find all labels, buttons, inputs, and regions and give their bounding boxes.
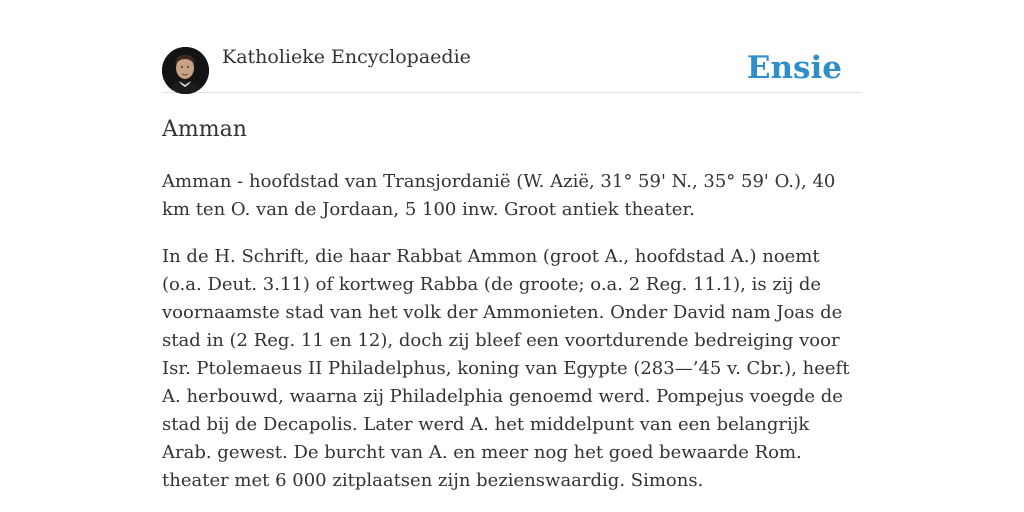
brand-logo[interactable]: Ensie [746, 50, 842, 86]
portrait-icon [162, 47, 209, 94]
header [162, 0, 862, 93]
page-container [162, 0, 862, 491]
site-title[interactable]: Katholieke Encyclopaedie [222, 46, 471, 68]
article-paragraph-1: Amman - hoofdstad van Transjordanië (W. Azië, 31° 59' N., 35° 59' O.), 40 km ten O. van de Jordaan, 5 100 inw. Groot antiek theater. [162, 171, 836, 220]
portrait-avatar[interactable] [162, 47, 209, 94]
article-paragraph-2: In de H. Schrift, die haar Rabbat Ammon (groot A., hoofdstad A.) noemt (o.a. Deut. 3.11) of kortweg Rabba (de groote; o.a. 2 Reg. 11.1), is zij de voornaamste stad van het volk der Ammonieten. Onder David nam Joas de stad in (2 Reg. 11 en 12), doch zij bleef een voortdurende bedreiging voor Isr. Ptolemaeus II Philadelphus, koning van Egypte (283—’45 v. Cbr.), heeft A. herbouwd, waarna zij Philadelphia genoemd werd. Pompejus voegde de stad bij de Decapolis. Later werd A. het middelpunt van een belangrijk Arab. gewest. De burcht van A. en meer nog het goed bewaarde Rom. theater met 6 000 zitplaatsen zijn bezienswaardig. Simons. [162, 246, 850, 491]
page-title: Amman [162, 117, 247, 142]
